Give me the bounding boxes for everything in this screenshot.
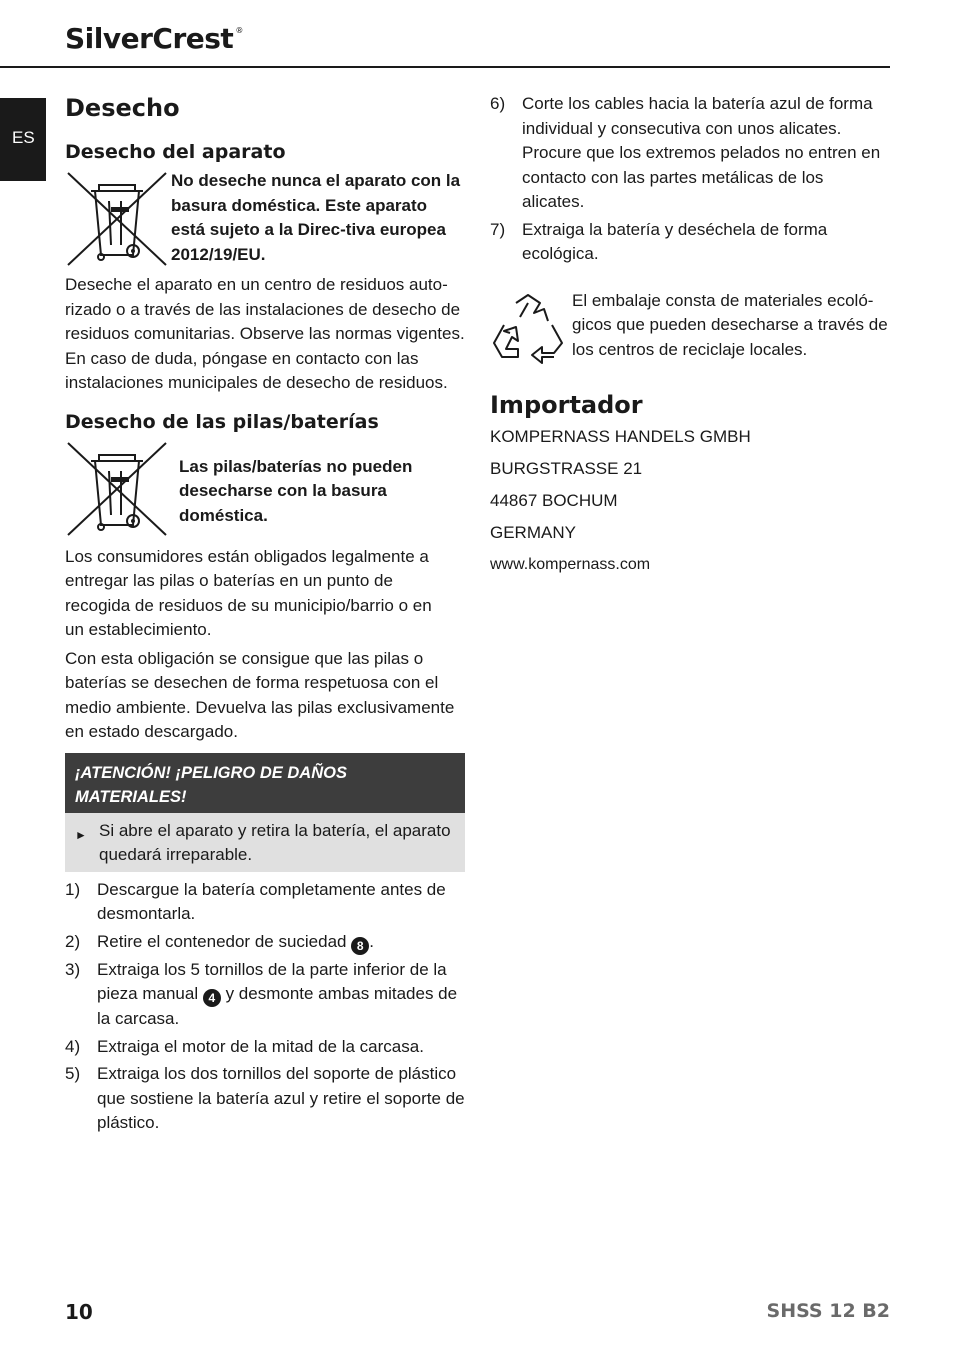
arrow-right-icon: ► <box>75 827 87 842</box>
importer-address <box>490 421 890 581</box>
warning-item <box>65 813 465 872</box>
recycle-icon <box>490 291 566 367</box>
list-item <box>65 1062 465 1136</box>
step-number: 5) <box>65 1064 81 1083</box>
heading-desecho-pilas: Desecho de las pilas/baterías <box>65 410 379 433</box>
registered-mark: ® <box>235 26 243 35</box>
weee-note-batteries: Las pilas/baterías no pueden desecharse con la basura doméstica. <box>179 456 413 525</box>
warning-box <box>65 753 465 872</box>
address-line: 44867 BOCHUM <box>490 490 618 510</box>
step-text: Extraiga el motor de la mitad de la carcasa. <box>97 1036 424 1056</box>
weee-notice-batteries <box>65 441 465 537</box>
list-item <box>65 1035 465 1060</box>
body-pilas-2: Con esta obligación se consigue que las pilas o baterías se desechen de forma respetuosa con el medio ambiente. Devuelva las pilas exclusivamente en estado descargado. <box>65 648 455 741</box>
crossed-bin-icon <box>65 171 169 267</box>
step-text-part: Retire el contenedor de suciedad <box>97 931 352 951</box>
step-number: 7) <box>490 219 506 239</box>
recycling-notice <box>490 291 890 367</box>
part-number-badge: 8 <box>351 937 369 955</box>
disassembly-steps-right <box>490 92 890 267</box>
step-text: Descargue la batería completamente antes de desmontarla. <box>97 879 446 923</box>
disassembly-steps-left <box>65 878 465 1136</box>
step-number: 3) <box>65 959 81 979</box>
language-tab: ES <box>0 98 46 181</box>
body-pilas-1: Los consumidores están obligados legalmente a entregar las pilas o baterías en un punto de recogida de residuos de su municipio/barrio o en un establecimiento. <box>65 546 432 639</box>
step-text: Corte los cables hacia la batería azul de forma individual y consecutiva con unos alicates. Procure que los extremos pelados no entren en contacto con las partes metálicas de los alicates. <box>522 94 881 211</box>
step-text-part: y desmonte ambas mitades de la carcasa. <box>97 984 458 1028</box>
section-title-desecho: Desecho <box>65 94 180 122</box>
list-item <box>490 218 890 267</box>
brand-logo <box>65 22 243 55</box>
recycling-note: El embalaje consta de materiales ecoló-gicos que pueden desecharse a través de los centros de reciclaje locales. <box>572 290 888 359</box>
weee-notice-appliance <box>65 171 465 267</box>
step-text <box>97 930 465 955</box>
list-item <box>65 958 465 1032</box>
weee-note-appliance: No deseche nunca el aparato con la basura doméstica. Este aparato está sujeto a la Direc-tiva europea 2012/19/EU. <box>171 171 461 264</box>
step-number: 1) <box>65 879 81 899</box>
step-text: Extraiga la batería y deséchela de forma ecológica. <box>522 219 828 263</box>
step-number: 6) <box>490 94 506 113</box>
importer-website: www.kompernass.com <box>490 555 651 573</box>
heading-desecho-aparato: Desecho del aparato <box>65 141 286 163</box>
step-text-part: Extraiga los 5 tornillos de la parte inferior de la pieza manual <box>97 959 447 1003</box>
list-item <box>65 878 465 927</box>
list-item <box>490 92 890 215</box>
step-number: 4) <box>65 1036 81 1056</box>
page-number: 10 <box>65 1300 93 1324</box>
brand-name: SilverCrest <box>65 22 234 55</box>
step-number: 2) <box>65 931 81 951</box>
step-text: Extraiga los dos tornillos del soporte de plástico que sostiene la batería azul y retire el soporte de plástico. <box>97 1064 465 1132</box>
header-rule <box>0 66 890 68</box>
left-column <box>65 92 465 1139</box>
address-line: KOMPERNASS HANDELS GMBH <box>490 426 751 446</box>
warning-text: Si abre el aparato y retira la batería, el aparato quedará irreparable. <box>99 820 451 864</box>
crossed-bin-icon <box>65 441 169 537</box>
body-desecho-aparato: Deseche el aparato en un centro de residuos auto-rizado o a través de las instalaciones de desecho de residuos comunitarias. Observe las normas vigentes. En caso de duda, póngase en contacto con las instalaciones municipales de desecho de residuos. <box>65 275 465 392</box>
address-line: BURGSTRASSE 21 <box>490 458 643 478</box>
step-text <box>97 958 465 1032</box>
list-item <box>65 930 465 955</box>
address-line: GERMANY <box>490 522 576 542</box>
model-number: SHSS 12 B2 <box>766 1300 890 1322</box>
right-column <box>490 92 890 581</box>
step-text-part: . <box>369 931 374 951</box>
warning-title: ¡ATENCIÓN! ¡PELIGRO DE DAÑOS MATERIALES! <box>65 753 465 813</box>
part-number-badge: 4 <box>203 989 221 1007</box>
section-title-importador: Importador <box>490 390 643 419</box>
